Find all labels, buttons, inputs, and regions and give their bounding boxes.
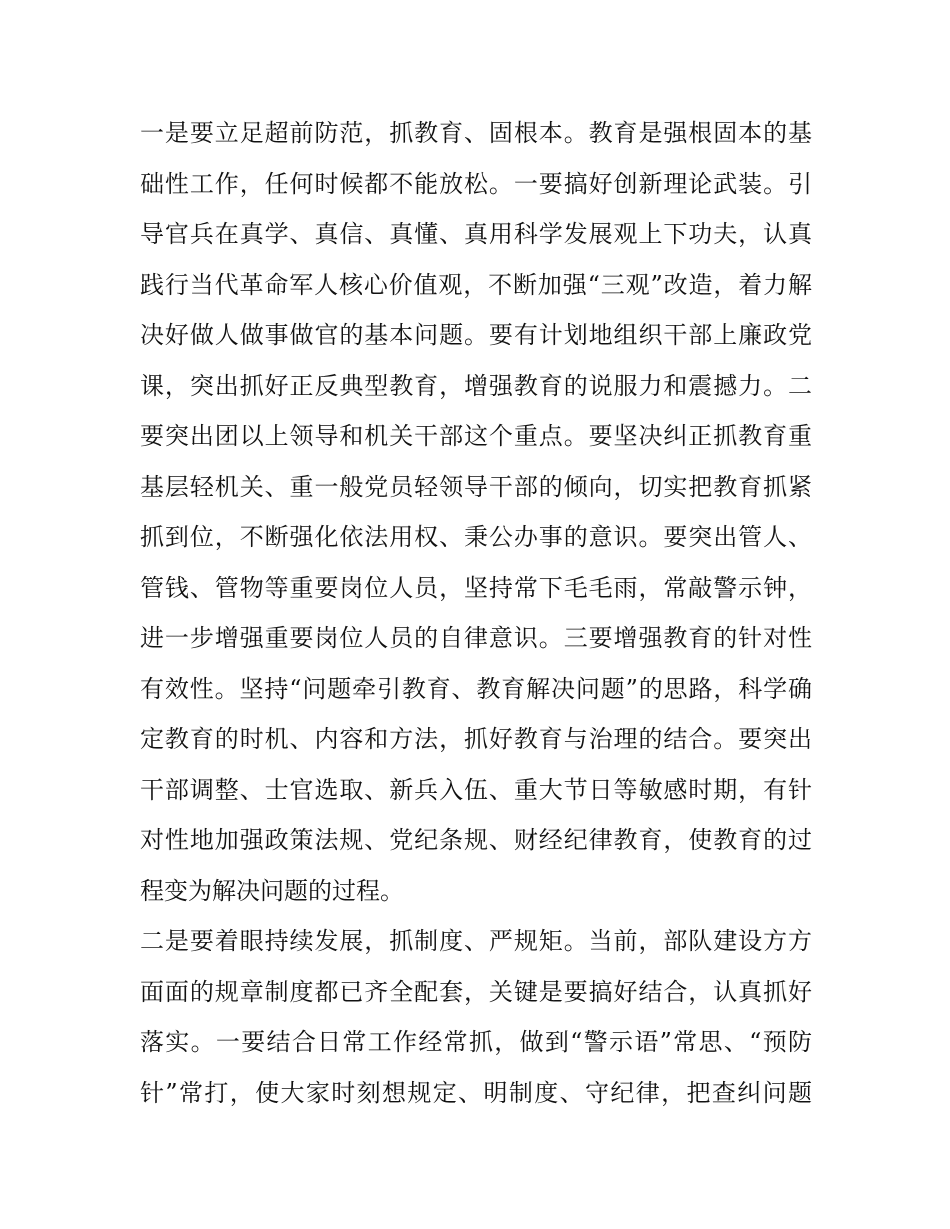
text-line: 针”常打，使大家时刻想规定、明制度、守纪律，把查纠问题 <box>140 1078 812 1107</box>
text-line: 定教育的时机、内容和方法，抓好教育与治理的结合。要突出 <box>140 725 812 753</box>
text-line: 抓到位，不断强化依法用权、秉公办事的意识。要突出管人、 <box>140 523 812 551</box>
text-line: 落实。一要结合日常工作经常抓，做到“警示语”常思、“预防 <box>140 1028 812 1056</box>
text-line: 进一步增强重要岗位人员的自律意识。三要增强教育的针对性 <box>140 624 812 652</box>
text-line: 面面的规章制度都已齐全配套，关键是要搞好结合，认真抓好 <box>140 977 812 1006</box>
text-line: 管钱、管物等重要岗位人员，坚持常下毛毛雨，常敲警示钟， <box>140 573 812 602</box>
paragraph-2 <box>140 916 812 1118</box>
text-line: 程变为解决问题的过程。 <box>140 876 404 905</box>
text-line: 基层轻机关、重一般党员轻领导干部的倾向，切实把教育抓紧 <box>140 472 812 501</box>
text-line: 有效性。坚持“问题牵引教育、教育解决问题”的思路，科学确 <box>140 674 812 703</box>
text-line: 一是要立足超前防范，抓教育、固根本。教育是强根固本的基 <box>140 119 812 147</box>
text-line: 要突出团以上领导和机关干部这个重点。要坚决纠正抓教育重 <box>140 422 812 450</box>
text-line: 导官兵在真学、真信、真懂、真用科学发展观上下功夫，认真 <box>140 220 812 248</box>
document-body <box>140 108 812 1118</box>
paragraph-1 <box>140 108 812 916</box>
text-line: 二是要着眼持续发展，抓制度、严规矩。当前，部队建设方方 <box>140 927 812 955</box>
text-line: 践行当代革命军人核心价值观，不断加强“三观”改造，着力解 <box>140 270 812 299</box>
text-line: 课，突出抓好正反典型教育，增强教育的说服力和震撼力。二 <box>140 371 812 400</box>
text-line: 决好做人做事做官的基本问题。要有计划地组织干部上廉政党 <box>140 321 812 349</box>
text-line: 干部调整、士官选取、新兵入伍、重大节日等敏感时期，有针 <box>140 775 812 804</box>
text-line: 础性工作，任何时候都不能放松。一要搞好创新理论武装。引 <box>140 169 812 198</box>
text-line: 对性地加强政策法规、党纪条规、财经纪律教育，使教育的过 <box>140 826 812 854</box>
